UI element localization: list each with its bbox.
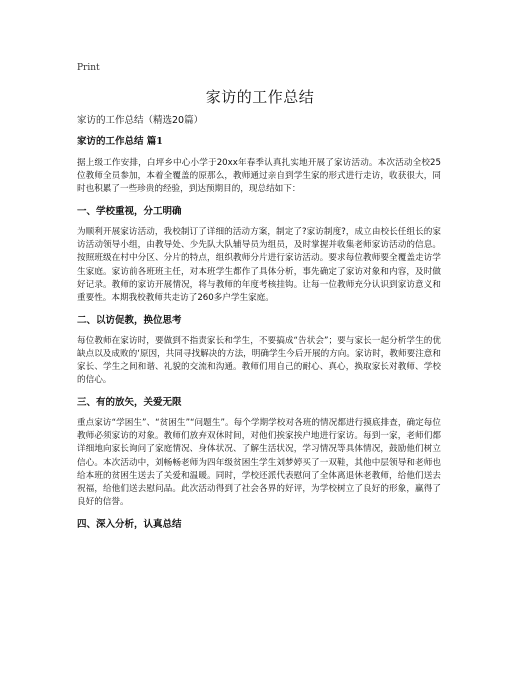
section-heading-2: 二、以访促教，换位思考 [77,314,182,326]
print-label[interactable]: Print [77,63,100,73]
section-heading-3: 三、有的放矢，关爱无限 [77,397,182,409]
intro-paragraph: 据上级工作安排，白坪乡中心小学于20xx年春季认真扎实地开展了家访活动。本次活动全校25位教师全员参加，本着全覆盖的原那么，教师通过亲自到学生家的形式进行走访，收获很大，同时也积累了一些珍贵的经验，到达预期目的，现总结如下： [77,158,441,195]
section-body-3: 重点家访“学困生”、“贫困生”“问题生”。每个学期学校对各班的情况都进行摸底排查，确定每位教师必须家访的对象。教师们放弃双休时间，对他们挨家挨户地进行家访。每到一家，老师们都详细地向家长询问了家庭情况、身体状况、了解生活状况，学习情况等具体情况，鼓励他们树立信心。本次活动中，刘畅畅老师为四年级贫困生学生刘梦婷买了一双鞋，其他中层领导和老师也给本班的贫困生送去了关爱和温暖。同时，学校还派代表慰问了全体离退休老教师，给他们送去祝福，给他们送去慰问品。此次活动得到了社会各界的好评，为学校树立了良好的形象，赢得了良好的信誉。 [77,418,441,507]
section-body-2: 每位教师在家访时，要做到不指责家长和学生，不要搞成“告状会”；要与家长一起分析学生的优缺点以及成败的‘原因，共同寻找解决的方法，明确学生今后开展的方向。家访时，教师要注意和家长、学生之间和谐、礼貌的交流和沟通。教师们用自己的耐心、真心，换取家长对教师、学校的信心。 [77,335,441,386]
document-title: 家访的工作总结 [205,88,315,106]
document-body [77,114,441,539]
section-body-1: 为顺利开展家访活动，我校制订了详细的活动方案，制定了?家访制度?，成立由校长任组长的家访活动领导小组，由教导处、少先队大队辅导员为组员，及时掌握并收集老师家访活动的信息。按照班级在村中分区、分片的特点，组织教师分片进行家访活动。要求每位教师要全覆盖走访学生家庭。家访前各班班主任，对本班学生都作了具体分析，事先确定了家访对象和内容，及时做好记录。教师的家访开展情况，将与教师的年度考核挂钩。让每一位教师充分认识到家访意义和重要性。本期我校教师共走访了260多户学生家庭。 [77,227,441,303]
article-title: 家访的工作总结 篇1 [77,136,163,147]
section-heading-1: 一、学校重视，分工明确 [77,206,182,218]
document-subtitle: 家访的工作总结（精选20篇） [77,115,204,126]
section-heading-4: 四、深入分析，认真总结 [77,518,182,530]
